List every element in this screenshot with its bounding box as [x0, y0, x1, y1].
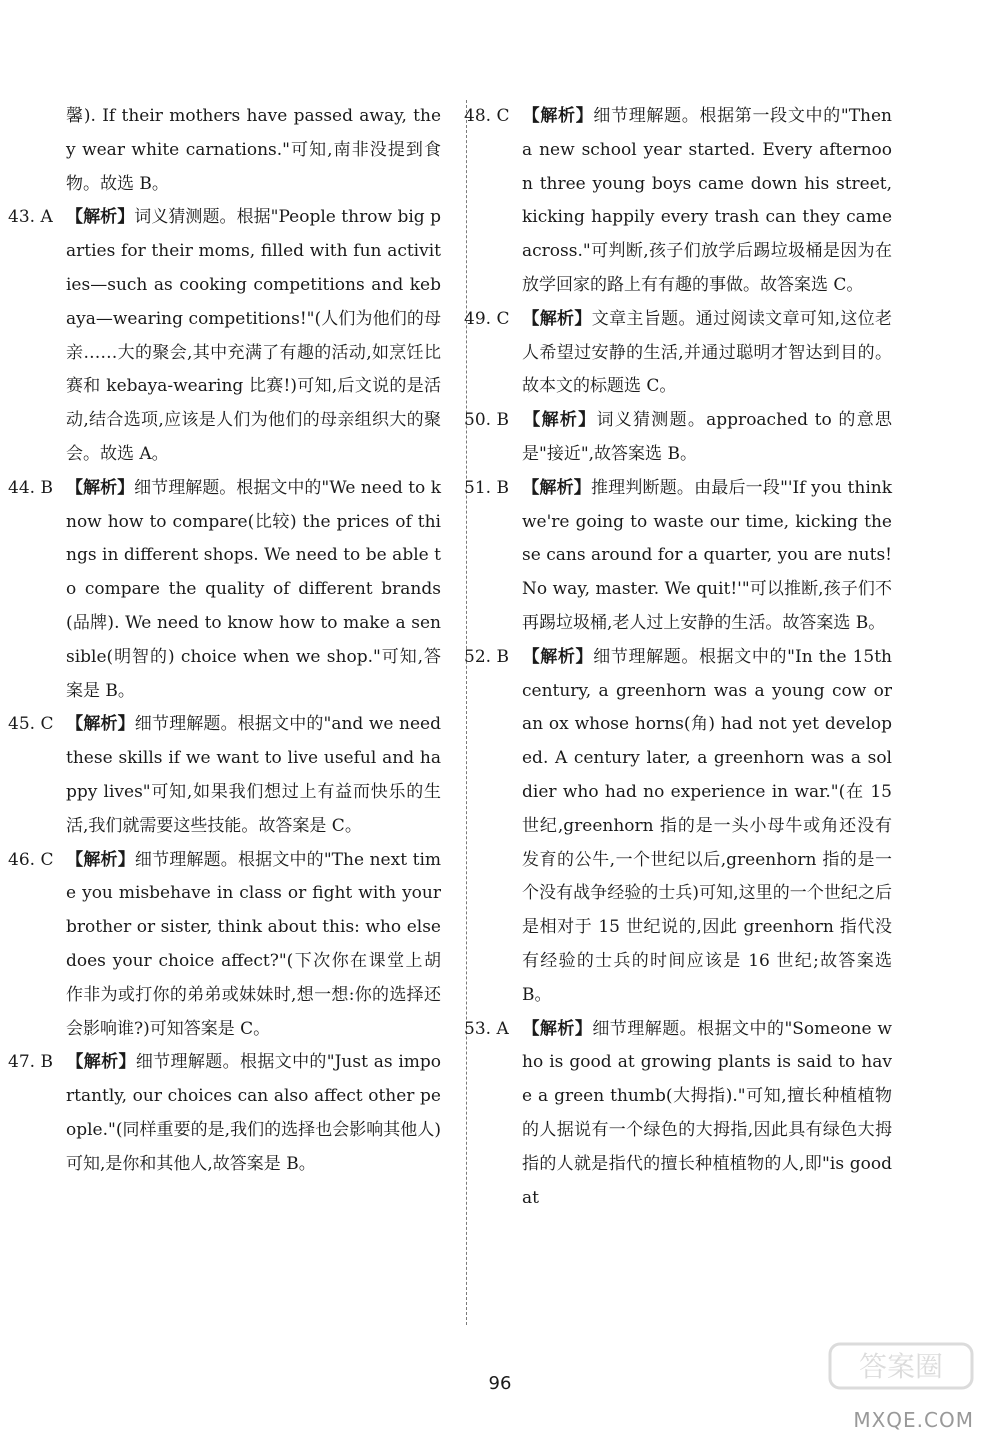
explanation-text: 细节理解题。根据文中的"We need to know how to compare(比较) the prices of things in different shops. We need to be able to compare the quality of different brands(品牌). We need to know how to make a sensible(明智的) choice when we shop."可知,答案是 B。: [66, 477, 442, 701]
page-number: 96: [488, 1373, 512, 1394]
answer-number: 51. B: [464, 477, 509, 498]
answer-entry: [464, 404, 892, 472]
answer-number: 46. C: [8, 849, 54, 870]
analysis-tag: 【解析】: [522, 477, 591, 498]
explanation-text: 细节理解题。根据文中的"Just as importantly, our choices can also affect other people."(同样重要的是,我们的选择也会影响其他人)可知,是你和其他人,故答案是 B。: [66, 1052, 441, 1174]
watermark-glyphs: 答案圈: [858, 1350, 944, 1383]
answer-entry: [8, 708, 441, 843]
analysis-tag: 【解析】: [66, 1052, 136, 1073]
analysis-tag: 【解析】: [522, 410, 597, 431]
answer-entry: [8, 1046, 441, 1181]
analysis-tag: 【解析】: [66, 477, 135, 498]
right-column: [464, 100, 893, 1215]
explanation-text: 词义猜测题。根据"People throw big parties for their moms, filled with fun activities—such as cooking competitions and kebaya—wearing competitions!"(人们为他们的母亲……大的聚会,其中充满了有趣的活动,如烹饪比赛和 kebaya-wearing 比赛!)可知,后文说的是活动,结合选项,应该是人们为他们的母亲组织大的聚会。故选 A。: [66, 207, 441, 464]
explanation-text: 推理判断题。由最后一段"'If you think we're going to waste our time, kicking these cans around for a quarter, you are nuts! No way, master. We quit!'"可以推断,孩子们不再踢垃圾桶,老人过上安静的生活。故答案选 B。: [522, 477, 893, 633]
analysis-tag: 【解析】: [522, 106, 594, 126]
explanation-text: 细节理解题。根据文中的"and we need these skills if we want to live useful and happy lives"可知,如果我们想过上有益而快乐的生活,我们就需要这些技能。故答案是 C。: [66, 714, 441, 836]
explanation-text: 细节理解题。根据第一段文中的"Then a new school year started. Every afternoon three young boys came down his street, kicking happily every trash can they came across."可判断,孩子们放学后踢垃圾桶是因为在放学回家的路上有有趣的事做。故答案选 C。: [522, 106, 892, 295]
analysis-tag: 【解析】: [522, 646, 594, 667]
analysis-tag: 【解析】: [66, 207, 135, 228]
answer-number: 47. B: [8, 1052, 53, 1073]
answer-entry: [464, 100, 892, 303]
answer-number: 49. C: [464, 308, 510, 329]
analysis-tag: 【解析】: [522, 308, 592, 329]
column-divider: [466, 100, 467, 1325]
answer-entry: [464, 472, 893, 641]
explanation-text: 文章主旨题。通过阅读文章可知,这位老人希望过安静的生活,并通过聪明才智达到目的。故本文的标题选 C。: [522, 308, 893, 397]
answer-number: 50. B: [464, 410, 509, 431]
analysis-tag: 【解析】: [66, 849, 135, 870]
answer-entry: [464, 641, 893, 1013]
analysis-tag: 【解析】: [66, 714, 135, 735]
answer-entry: [8, 472, 442, 709]
explanation-text: 细节理解题。根据文中的"In the 15th century, a greenhorn was a young cow or an ox whose horns(角) had not yet developed. A century later, a greenhorn was a soldier who had no experience in war."(在 15 世纪,greenhorn 指的是一头小母牛或角还没有发育的公牛,一个世纪以后,greenhorn 指的是一个没有战争经验的士兵)可知,这里的一个世纪之后是相对于 15 世纪说的,因此 greenhorn 指代没有经验的士兵的时间应该是 16 世纪;故答案选 B。: [522, 646, 893, 1005]
answer-number: 48. C: [464, 106, 510, 126]
explanation-text: 细节理解题。根据文中的"Someone who is good at growing plants is said to have a green thumb(大拇指)."可知,擅长种植植物的人据说有一个绿色的大拇指,因此具有绿色大拇指的人就是指代的擅长种植植物的人,即"is good at: [522, 1018, 892, 1208]
answer-entry: [66, 100, 441, 201]
watermark-site: MXQE.COM: [853, 1408, 974, 1432]
answer-number: 52. B: [464, 646, 509, 667]
answer-entry: [464, 303, 893, 404]
left-column: [8, 100, 442, 1182]
answer-number: 53. A: [464, 1018, 509, 1039]
answer-entry: [8, 844, 441, 1047]
answer-entry: [8, 201, 441, 471]
answer-number: 45. C: [8, 714, 54, 735]
answer-number: 43. A: [8, 207, 53, 228]
explanation-text: 馨). If their mothers have passed away, they wear white carnations."可知,南非没提到食物。故选 B。: [66, 106, 441, 194]
analysis-tag: 【解析】: [522, 1018, 593, 1039]
answer-number: 44. B: [8, 477, 53, 498]
answer-entry: [464, 1013, 892, 1216]
explanation-text: 词义猜测题。approached to 的意思是"接近",故答案选 B。: [522, 410, 892, 464]
explanation-text: 细节理解题。根据文中的"The next time you misbehave in class or fight with your brother or sister, think about this: who else does your choice affect?"(下次你在课堂上胡作非为或打你的弟弟或妹妹时,想一想:你的选择还会影响谁?)可知答案是 C。: [66, 849, 441, 1039]
